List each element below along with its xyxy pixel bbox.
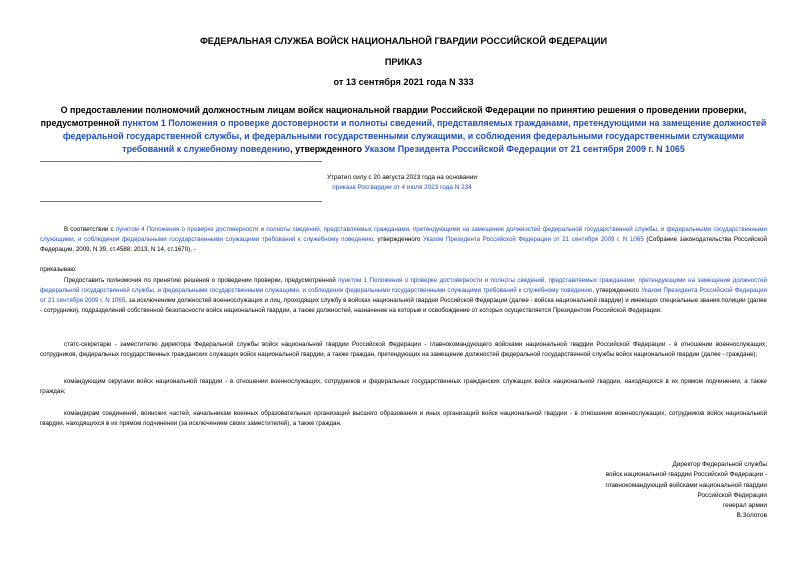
preamble-link-decree[interactable]: Указом Президента Российской Федерации от 21 сентября 2009 г. N 1065 (423, 236, 644, 243)
signature-block (527, 460, 767, 522)
title-link-decree[interactable]: Указом Президента Российской Федерации от 21 сентября 2009 г. N 1065 (364, 144, 685, 154)
signature-name: В.Золотов (736, 512, 767, 520)
list-item: статс-секретарю - заместителю директора Федеральной службы войск национальной гвардии Российской Федерации - главнокомандующего войсками национальной гвардии Российской Федерации - в отношении военнослужащих, сотрудников, федеральных государственных гражданских служащих войск национальной гвардии, а также граждан, претендующих на замещение должностей федеральной государственной службы войск национальной гвардии (далее - граждане); (40, 341, 767, 358)
doc-type-heading: ПРИКАЗ (384, 57, 423, 67)
divider-bottom (40, 201, 322, 202)
preamble-text-1: В соответствии с (64, 226, 116, 233)
title-link-paragraph-1[interactable]: пунктом 1 Положения о проверке достоверности и полноты сведений, представляемых гражданами, претендующими на замещение должностей федеральной государственной службы, и федеральными государственными служащими, и соблюдения федеральными государственными служащими требований к служебному поведению (62, 118, 767, 154)
list-item: командирам соединений, воинских частей, начальникам военных образовательных организаций высшего образования и иных организаций войск национальной гвардии - в отношении военнослужащих, сотрудников войск национальной гвардии, находящихся в их прямом подчинении (за исключением своих заместителей), а также граждан. (40, 410, 767, 427)
main-link-decree[interactable]: Указом Президента Российской Федерации от 21 сентября 2009 г. N 1065 (40, 287, 767, 304)
date-number-heading: от 13 сентября 2021 года N 333 (333, 77, 474, 87)
signature-line: генерал армии (722, 502, 767, 510)
title-text-2: , утвержденного (290, 144, 365, 154)
main-text-2: , утвержденного (592, 287, 642, 294)
signature-line: Российской Федерации (697, 491, 767, 499)
preamble-link-paragraph-4[interactable]: пунктом 4 Положения о проверке достоверности и полноты сведений, представляемых гражданами, претендующими на замещение должностей федеральной государственной службы, и федеральными государственными служащими, и соблюдения федеральными государственными служащими требований к служебному поведению (40, 226, 768, 243)
main-text-1: Предоставить полномочия по принятию решения о проведении проверки, предусмотренной (64, 277, 339, 284)
preamble-paragraph (40, 225, 767, 255)
main-link-paragraph-1[interactable]: пунктом 1 Положения о проверке достоверности и полноты сведений, представляемых гражданами, претендующими на замещение должностей федеральной государственной службы, и федеральными государственными служащими, и соблюдения федеральными государственными служащими требований к служебному поведению (40, 277, 768, 294)
signature-line: Директор Федеральной службы (672, 461, 767, 468)
basis-order-link[interactable]: приказа Росгвардии от 4 июля 2023 года N 234 (332, 184, 472, 191)
status-note (312, 173, 492, 193)
title-text-1: О предоставлении полномочий должностным лицам войск национальной гвардии Российской Федерации по принятию решения о проведении проверки, предусмотренной (40, 105, 747, 128)
signature-line: главнокомандующий войсками национальной гвардии (605, 481, 767, 489)
main-text-3: , за исключением должностей военнослужащих и лиц, проходящих службу в войсках национальной гвардии Российской Федерации (далее - войска национальной гвардии) и имеющих специальные звания полиции (далее - сотрудники), подразделений собственной безопасности войск национальной гвардии, а также должностей, назначение на которые и освобождение от которых осуществляется Президентом Российской Федерации: (40, 297, 767, 314)
list-item: командующим округами войск национальной гвардии - в отношении военнослужащих, сотрудников и федеральных государственных гражданских служащих войск национальной гвардии, находящихся в их прямом подчинении, а также граждан; (40, 378, 767, 395)
lost-force-text: Утратил силу с 20 августа 2023 года на основании (327, 174, 477, 181)
agency-heading: ФЕДЕРАЛЬНАЯ СЛУЖБА ВОЙСК НАЦИОНАЛЬНОЙ ГВАРДИИ РОССИЙСКОЙ ФЕДЕРАЦИИ (199, 36, 608, 46)
document-title (40, 104, 767, 156)
preamble-text-3: (Собрание законодательства Российской Федерации, 2009, N 39, ст.4588; 2013, N 14, ст.1670), - (40, 236, 768, 253)
order-word: приказываю: (40, 266, 77, 273)
main-paragraph (40, 276, 767, 316)
preamble-text-2: , утвержденного (373, 236, 424, 243)
signature-line: войск национальной гвардии Российской Федерации - (605, 471, 767, 479)
divider-top (40, 161, 322, 162)
